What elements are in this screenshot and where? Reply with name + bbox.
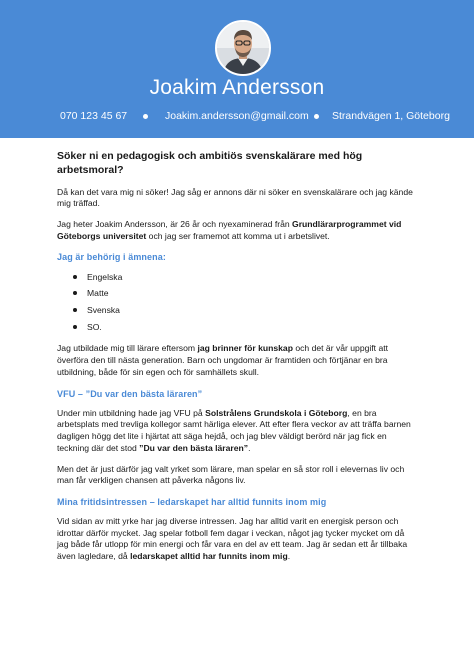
list-item: Matte — [87, 288, 417, 300]
about-paragraph — [57, 219, 417, 242]
school-highlight: Solstrålens Grundskola i Göteborg — [205, 407, 348, 418]
person-photo-icon — [217, 22, 269, 74]
reason-paragraph: Men det är just därför jag valt yrket som lärare, man spelar en så stor roll i elevernas liv och man får verkligen chansen att påverka någons liv. — [57, 463, 405, 486]
leadership-highlight: ledarskapet alltid har funnits inom mig — [130, 551, 288, 562]
passion-text: Jag utbildade mig till lärare eftersom — [57, 343, 198, 354]
phone-number: 070 123 45 67 — [60, 110, 128, 122]
list-item: SO. — [87, 322, 417, 334]
passion-highlight: jag brinner för kunskap — [197, 343, 293, 354]
quote-highlight: ”Du var den bästa läraren” — [139, 442, 249, 453]
vfu-text-middle: , en bra arbetsplats med trevliga kollegor samt härliga elever. Att efter flera veckor av att träffa barnen dagligen högg det lite i hjärtat att säga hejdå, och jag blev väldigt berörd när jag fick en teckning där det stod — [57, 407, 411, 453]
profile-photo — [215, 20, 271, 76]
passion-text-end: och det är vår uppgift att överföra den till nästa generation. Barn och ungdomar är framtiden och förtjänar en bra utbildning, både för sin egen och för samhällets skull. — [57, 343, 389, 377]
letter-body — [57, 150, 417, 572]
street-address: Strandvägen 1, Göteborg — [332, 110, 450, 122]
letter-headline: Söker ni en pedagogisk och ambitiös svenskalärare med hög arbetsmoral? — [57, 150, 363, 176]
hobby-text: Vid sidan av mitt yrke har jag diverse intressen. Jag har alltid varit en energisk person och idrottar därför mycket. Jag spelar fotboll fem dagar i veckan, något jag tycker mycket om då jag både får utlopp för min energi och får vara en del av ett team. Jag är sedan ett år tillbaka även lagledare, då — [57, 516, 408, 562]
list-item: Svenska — [87, 305, 417, 317]
vfu-text-end: . — [248, 442, 251, 453]
passion-paragraph — [57, 343, 417, 378]
list-item: Engelska — [87, 272, 417, 284]
intro-paragraph: Då kan det vara mig ni söker! Jag såg er annons där ni söker en svenskalärare och jag kände mig träffad. — [57, 186, 413, 209]
header-banner — [0, 0, 474, 138]
hobby-heading: Mina fritidsintressen – ledarskapet har alltid funnits inom mig — [57, 496, 327, 507]
vfu-paragraph — [57, 408, 417, 455]
subjects-heading: Jag är behörig i ämnena: — [57, 252, 166, 263]
email-address: Joakim.andersson@gmail.com — [165, 110, 309, 122]
applicant-name: Joakim Andersson — [149, 76, 325, 99]
education-highlight: Grundlärarprogrammet vid Göteborgs universitet — [57, 219, 402, 241]
vfu-text: Under min utbildning hade jag VFU på — [57, 407, 206, 418]
hobby-text-end: . — [287, 551, 291, 562]
separator-dot-icon — [143, 114, 148, 119]
hobby-paragraph — [57, 516, 417, 563]
about-text-end: och jag ser framemot att komma ut i arbetslivet. — [146, 230, 330, 241]
vfu-heading: VFU – ”Du var den bästa läraren” — [57, 388, 203, 399]
subjects-list — [57, 272, 417, 334]
about-text: Jag heter Joakim Andersson, är 26 år och nyexaminerad från — [57, 219, 293, 230]
separator-dot-icon — [314, 114, 319, 119]
